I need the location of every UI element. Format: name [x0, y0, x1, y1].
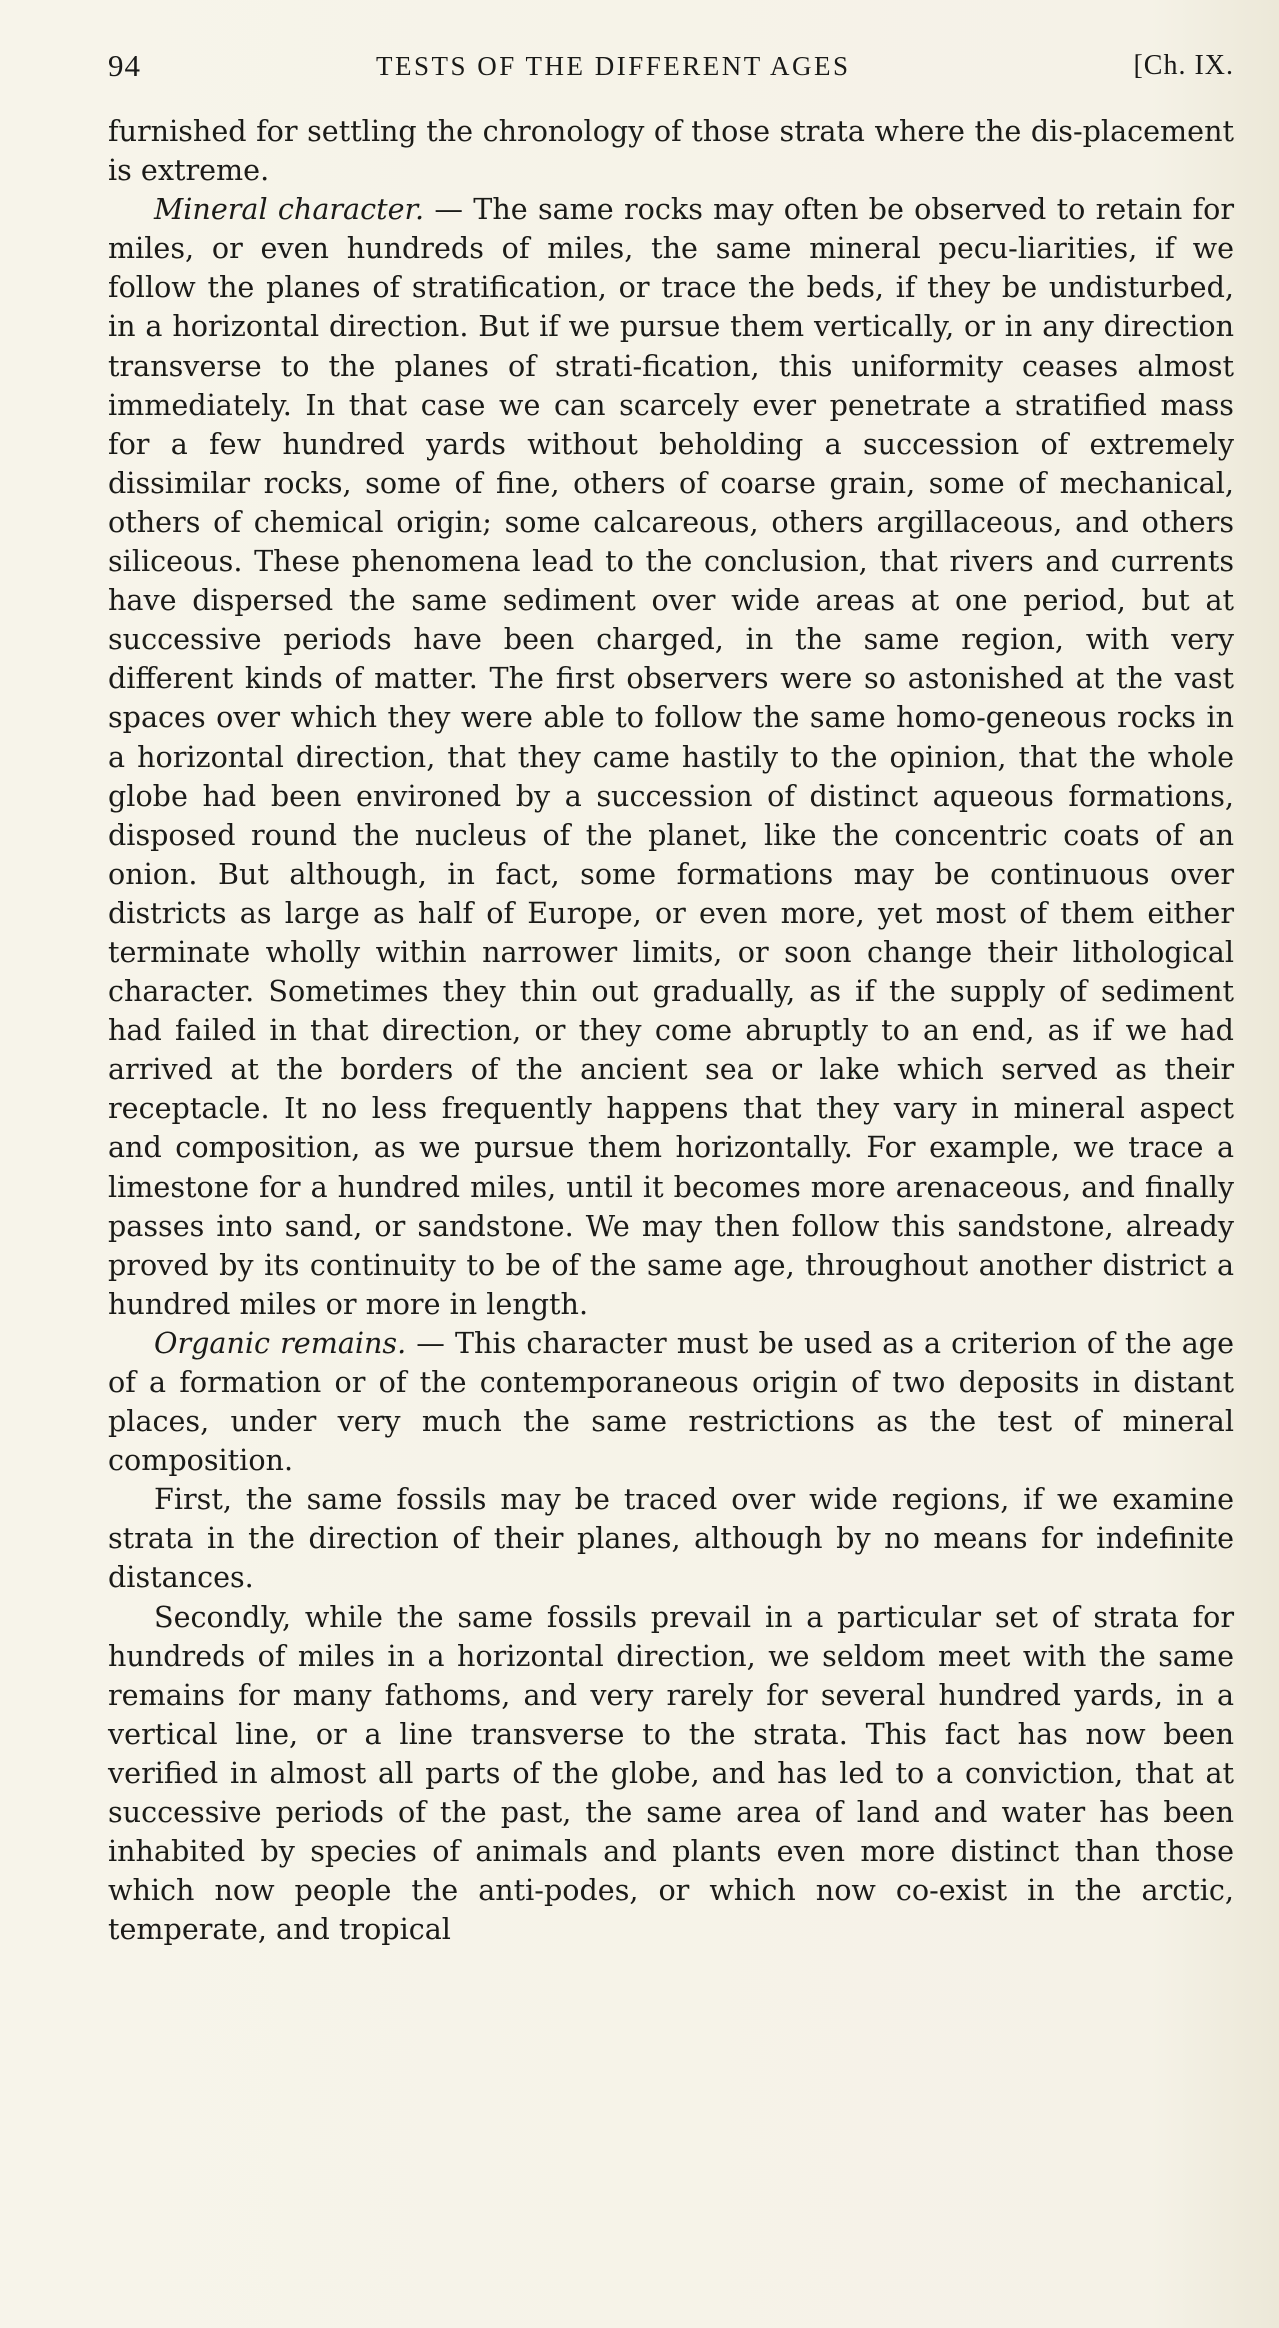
- page-content: [108, 48, 1234, 1949]
- body-text: [108, 112, 1234, 1949]
- paragraph-text: furnished for settling the chronology of those strata where the dis-placement is extreme.: [108, 114, 1234, 188]
- running-title: TESTS OF THE DIFFERENT AGES: [376, 51, 851, 81]
- chapter-label: [Ch. IX.: [1133, 50, 1234, 81]
- paragraph-organic-remains: [108, 1324, 1234, 1480]
- section-lead-organic-remains: Organic remains.: [154, 1325, 407, 1360]
- paragraph-secondly: [108, 1598, 1234, 1950]
- page-number: 94: [108, 48, 141, 83]
- paragraph-text: — The same rocks may often be observed to retain for miles, or even hundreds of miles, the same mineral pecu-liarities, if we follow the planes of stratification, or trace the beds, if they be undisturbed, in a horizontal direction. But if we pursue them vertically, or in any direction transverse to the planes of strati-fication, this uniformity ceases almost immediately. In that case we can scarcely ever penetrate a stratified mass for a few hundred yards without beholding a succession of extremely dissimilar rocks, some of fine, others of coarse grain, some of mechanical, others of chemical origin; some calcareous, others argillaceous, and others siliceous. These phenomena lead to the conclusion, that rivers and currents have dispersed the same sediment over wide areas at one period, but at successive periods have been charged, in the same region, with very different kinds of matter. The first observers were so astonished at the vast spaces over which they were able to follow the same homo-geneous rocks in a horizontal direction, that they came hastily to the opinion, that the whole globe had been environed by a succession of distinct aqueous formations, disposed round the nucleus of the planet, like the concentric coats of an onion. But although, in fact, some formations may be continuous over districts as large as half of Europe, or even more, yet most of them either terminate wholly within narrower limits, or soon change their lithological character. Sometimes they thin out gradually, as if the supply of sediment had failed in that direction, or they come abruptly to an end, as if we had arrived at the borders of the ancient sea or lake which served as their receptacle. It no less frequently happens that they vary in mineral aspect and composition, as we pursue them horizontally. For example, we trace a limestone for a hundred miles, until it becomes more arenaceous, and finally passes into sand, or sandstone. We may then follow this sandstone, already proved by its continuity to be of the same age, throughout another district a hundred miles or more in length.: [108, 192, 1235, 1321]
- paragraph-mineral-character: [108, 190, 1234, 1324]
- paragraph-continuation: [108, 112, 1234, 190]
- paragraph-text: — This character must be used as a criterion of the age of a formation or of the contemporaneous origin of two deposits in distant places, under very much the same restrictions as the test of mineral composition.: [108, 1325, 1235, 1478]
- paragraph-text: First, the same fossils may be traced over wide regions, if we examine strata in the direction of their planes, although by no means for indefinite distances.: [108, 1482, 1234, 1595]
- running-head: [108, 48, 1234, 84]
- section-lead-mineral-character: Mineral character.: [154, 192, 425, 227]
- paragraph-first: [108, 1480, 1234, 1597]
- paragraph-text: Secondly, while the same fossils prevail in a particular set of strata for hundreds of miles in a horizontal direction, we seldom meet with the same remains for many fathoms, and very rarely for several hundred yards, in a vertical line, or a line transverse to the strata. This fact has now been verified in almost all parts of the globe, and has led to a conviction, that at successive periods of the past, the same area of land and water has been inhabited by species of animals and plants even more distinct than those which now people the anti-podes, or which now co-exist in the arctic, temperate, and tropical: [108, 1599, 1234, 1947]
